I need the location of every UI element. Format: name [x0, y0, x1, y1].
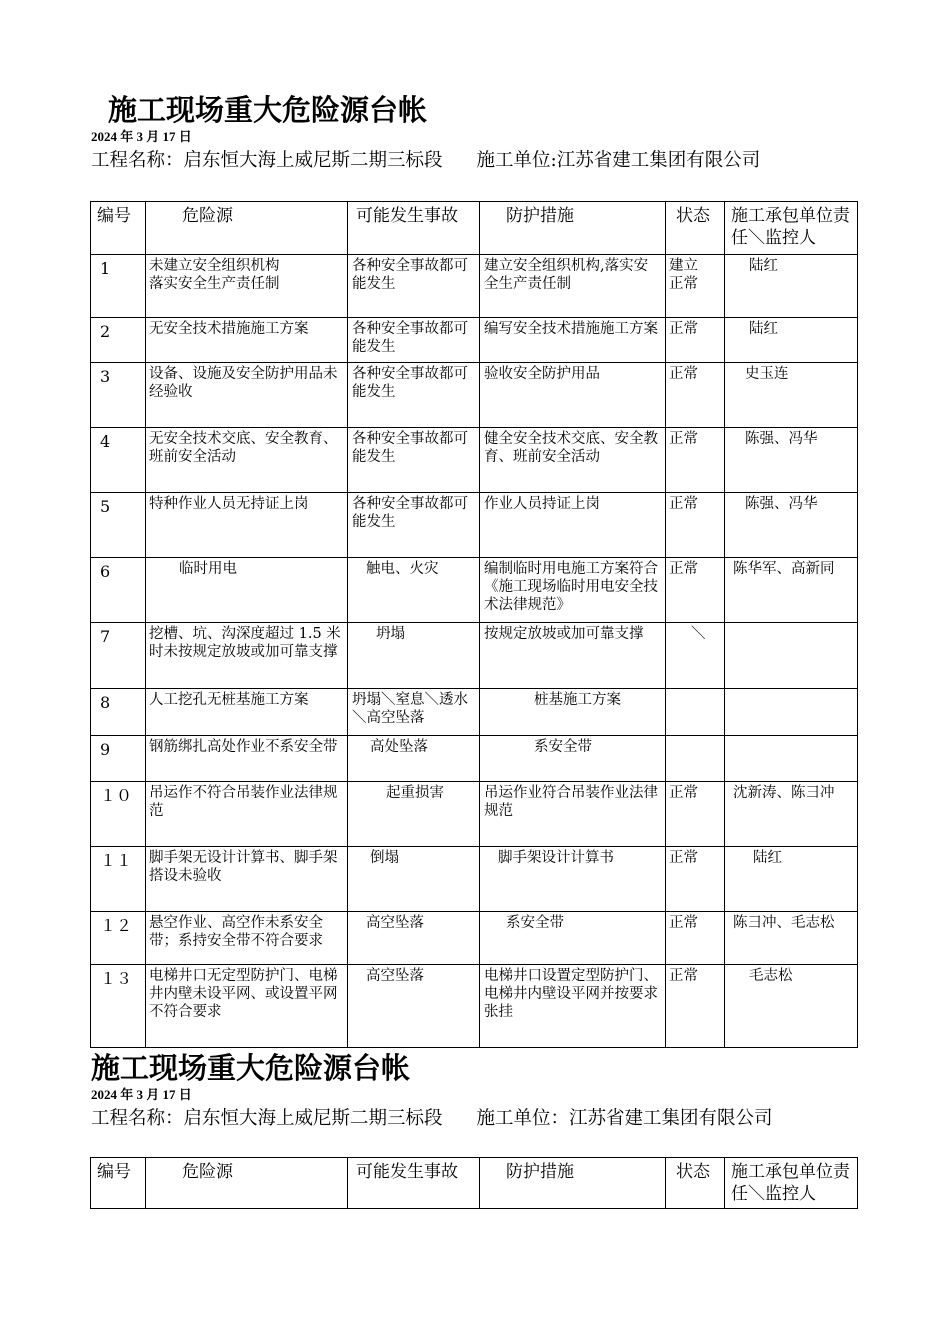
header-person: 施工承包单位责任＼监控人 — [725, 1158, 858, 1209]
header-measure: 防护措施 — [480, 202, 666, 255]
cell-accident: 倒塌 — [348, 847, 480, 912]
cell-no: 3 — [91, 363, 146, 428]
cell-accident: 高处坠落 — [348, 736, 480, 782]
cell-status: 正常 — [666, 965, 725, 1048]
cell-accident: 各种安全事故都可能发生 — [348, 428, 480, 493]
cell-hazard: 无安全技术交底、安全教育、班前安全活动 — [146, 428, 348, 493]
construction-unit: 施工单位:江苏省建工集团有限公司 — [476, 150, 761, 171]
cell-hazard: 吊运作不符合吊装作业法律规范 — [146, 782, 348, 847]
cell-person: 史玉连 — [725, 363, 858, 428]
hazard-table-2 — [90, 1157, 858, 1209]
cell-person: 陈华军、高新同 — [725, 558, 858, 623]
cell-accident: 高空坠落 — [348, 965, 480, 1048]
cell-hazard: 无安全技术措施施工方案 — [146, 318, 348, 363]
cell-no: １１ — [91, 847, 146, 912]
table-row — [91, 363, 858, 428]
cell-status: 建立 正常 — [666, 255, 725, 318]
cell-measure: 按规定放坡或加可靠支撑 — [480, 623, 666, 689]
cell-accident: 高空坠落 — [348, 912, 480, 965]
cell-person: 毛志松 — [725, 965, 858, 1048]
table-row — [91, 965, 858, 1048]
header-hazard: 危险源 — [146, 1158, 348, 1209]
cell-hazard: 电梯井口无定型防护门、电梯井内壁未设平网、或设置平网不符合要求 — [146, 965, 348, 1048]
cell-measure: 建立安全组织机构,落实安全生产责任制 — [480, 255, 666, 318]
cell-person — [725, 689, 858, 736]
cell-measure: 桩基施工方案 — [480, 689, 666, 736]
cell-status — [666, 736, 725, 782]
project-info-2 — [91, 1107, 861, 1131]
table-row — [91, 736, 858, 782]
cell-person: 陆红 — [725, 847, 858, 912]
header-status: 状态 — [666, 1158, 725, 1209]
cell-status: 正常 — [666, 912, 725, 965]
cell-hazard: 挖槽、坑、沟深度超过 1.5 米时未按规定放坡或加可靠支撑 — [146, 623, 348, 689]
cell-person: 沈新涛、陈彐冲 — [725, 782, 858, 847]
header-no: 编号 — [91, 1158, 146, 1209]
page-title-2: 施工现场重大危险源台帐 — [91, 1051, 411, 1085]
cell-no: 4 — [91, 428, 146, 493]
cell-no: 2 — [91, 318, 146, 363]
cell-measure: 作业人员持证上岗 — [480, 493, 666, 558]
cell-measure: 健全安全技术交底、安全教育、班前安全活动 — [480, 428, 666, 493]
cell-no: １２ — [91, 912, 146, 965]
header-row — [91, 1158, 858, 1209]
cell-status: 正常 — [666, 782, 725, 847]
header-measure: 防护措施 — [480, 1158, 666, 1209]
header-no: 编号 — [91, 202, 146, 255]
cell-measure: 系安全带 — [480, 736, 666, 782]
cell-accident: 触电、火灾 — [348, 558, 480, 623]
cell-hazard: 钢筋绑扎高处作业不系安全带 — [146, 736, 348, 782]
cell-no: 8 — [91, 689, 146, 736]
page-title: 施工现场重大危险源台帐 — [108, 93, 428, 127]
cell-hazard: 未建立安全组织机构 落实安全生产责任制 — [146, 255, 348, 318]
table-row — [91, 255, 858, 318]
table-row — [91, 623, 858, 689]
cell-status: 正常 — [666, 428, 725, 493]
cell-measure: 编写安全技术措施施工方案 — [480, 318, 666, 363]
cell-measure: 吊运作业符合吊装作业法律规范 — [480, 782, 666, 847]
cell-person — [725, 736, 858, 782]
cell-person: 陈彐冲、毛志松 — [725, 912, 858, 965]
table-row — [91, 689, 858, 736]
cell-person — [725, 623, 858, 689]
header-status: 状态 — [666, 202, 725, 255]
table-row — [91, 318, 858, 363]
cell-status — [666, 689, 725, 736]
cell-status: 正常 — [666, 363, 725, 428]
cell-accident: 各种安全事故都可能发生 — [348, 318, 480, 363]
cell-status: ＼ — [666, 623, 725, 689]
cell-person: 陈强、冯华 — [725, 493, 858, 558]
cell-hazard: 悬空作业、高空作未系安全带；系持安全带不符合要求 — [146, 912, 348, 965]
cell-accident: 各种安全事故都可能发生 — [348, 493, 480, 558]
cell-measure: 编制临时用电施工方案符合《施工现场临时用电安全技术法律规范》 — [480, 558, 666, 623]
date-line: 2024 年 3 月 17 日 — [91, 129, 192, 144]
project-name: 工程名称：启东恒大海上威尼斯二期三标段 — [91, 150, 443, 171]
cell-hazard: 脚手架无设计计算书、脚手架搭设未验收 — [146, 847, 348, 912]
header-person: 施工承包单位责任＼监控人 — [725, 202, 858, 255]
cell-accident: 起重损害 — [348, 782, 480, 847]
header-hazard: 危险源 — [146, 202, 348, 255]
construction-unit-2: 施工单位：江苏省建工集团有限公司 — [476, 1108, 773, 1129]
cell-accident: 各种安全事故都可能发生 — [348, 363, 480, 428]
project-info — [91, 149, 861, 173]
cell-hazard: 设备、设施及安全防护用品未经验收 — [146, 363, 348, 428]
cell-status: 正常 — [666, 558, 725, 623]
cell-no: 7 — [91, 623, 146, 689]
header-row — [91, 202, 858, 255]
table-row — [91, 493, 858, 558]
table-row — [91, 428, 858, 493]
cell-accident: 坍塌＼窒息＼透水＼高空坠落 — [348, 689, 480, 736]
table-row — [91, 782, 858, 847]
cell-status: 正常 — [666, 318, 725, 363]
cell-hazard: 人工挖孔无桩基施工方案 — [146, 689, 348, 736]
cell-measure: 脚手架设计计算书 — [480, 847, 666, 912]
project-name-2: 工程名称：启东恒大海上威尼斯二期三标段 — [91, 1108, 443, 1129]
cell-no: １３ — [91, 965, 146, 1048]
cell-person: 陆红 — [725, 318, 858, 363]
cell-person: 陈强、冯华 — [725, 428, 858, 493]
cell-measure: 电梯井口设置定型防护门、电梯井内壁设平网并按要求张挂 — [480, 965, 666, 1048]
cell-hazard: 特种作业人员无持证上岗 — [146, 493, 348, 558]
cell-measure: 系安全带 — [480, 912, 666, 965]
header-accident: 可能发生事故 — [348, 202, 480, 255]
table-row — [91, 912, 858, 965]
table-row — [91, 558, 858, 623]
header-accident: 可能发生事故 — [348, 1158, 480, 1209]
cell-accident: 坍塌 — [348, 623, 480, 689]
hazard-table — [90, 201, 858, 1048]
cell-no: 6 — [91, 558, 146, 623]
cell-no: 9 — [91, 736, 146, 782]
cell-accident: 各种安全事故都可能发生 — [348, 255, 480, 318]
cell-status: 正常 — [666, 847, 725, 912]
cell-hazard: 临时用电 — [146, 558, 348, 623]
cell-no: 1 — [91, 255, 146, 318]
cell-measure: 验收安全防护用品 — [480, 363, 666, 428]
cell-no: １０ — [91, 782, 146, 847]
date-line-2: 2024 年 3 月 17 日 — [91, 1087, 192, 1102]
table-row — [91, 847, 858, 912]
cell-person: 陆红 — [725, 255, 858, 318]
cell-no: 5 — [91, 493, 146, 558]
cell-status: 正常 — [666, 493, 725, 558]
